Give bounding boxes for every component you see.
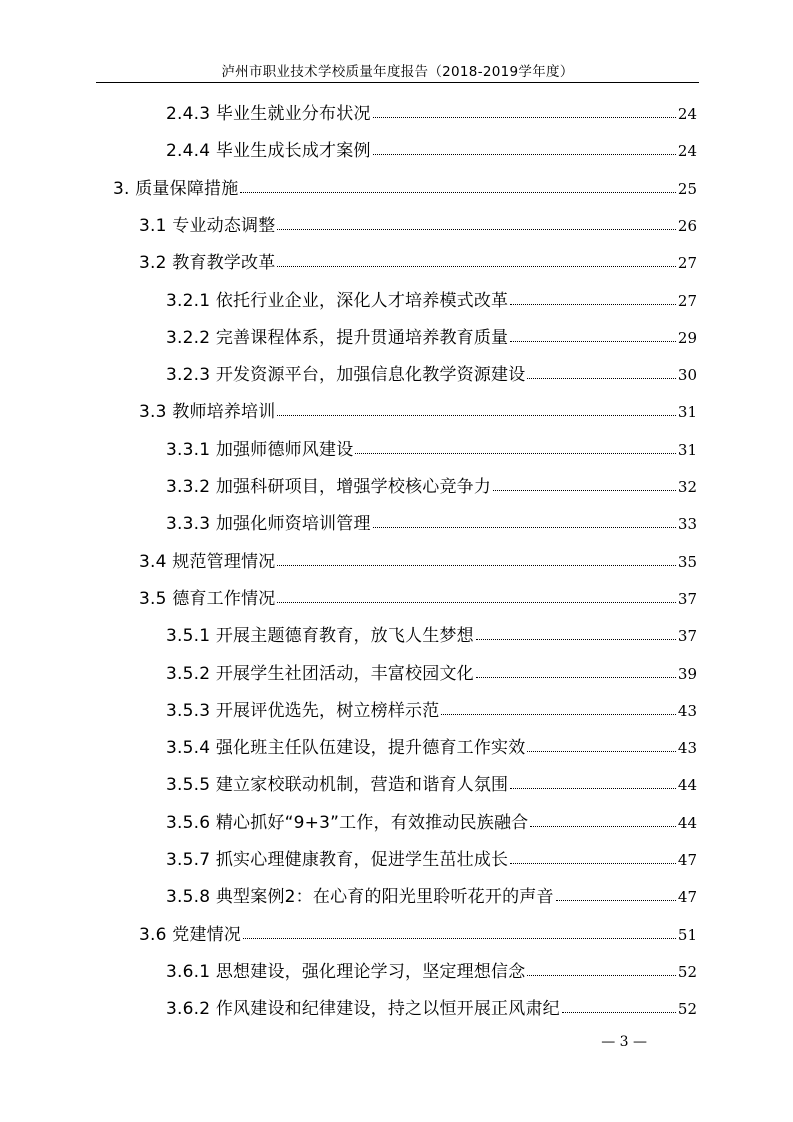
page-header: 泸州市职业技术学校质量年度报告（2018-2019学年度） — [221, 64, 574, 80]
toc-entry-page: 24 — [677, 105, 697, 123]
toc-dot-leader — [493, 490, 676, 491]
toc-dot-leader — [373, 527, 676, 528]
toc-entry-title: 3.5.3 开展评优选先，树立榜样示范 — [166, 700, 440, 721]
toc-entry[interactable] — [166, 845, 697, 871]
toc-dot-leader — [527, 751, 675, 752]
toc-entry-page: 25 — [677, 179, 697, 198]
toc-entry-title: 2.4.3 毕业生就业分布状况 — [166, 104, 371, 124]
toc-entry-title: 3. 质量保障措施 — [113, 178, 239, 199]
toc-entry-page: 31 — [677, 440, 697, 459]
toc-dot-leader — [527, 975, 675, 976]
toc-entry-page: 43 — [677, 739, 697, 758]
toc-entry-title: 3.3.3 加强化师资培训管理 — [166, 514, 371, 535]
toc-entry-title: 3.4 规范管理情况 — [139, 551, 276, 572]
header-rule — [96, 82, 699, 83]
toc-entry[interactable] — [166, 435, 697, 461]
toc-entry-page: 44 — [677, 813, 697, 832]
toc-dot-leader — [373, 154, 676, 155]
toc-entry-title: 3.6.1 思想建设，强化理论学习，坚定理想信念 — [166, 961, 526, 982]
toc-entry-page: 52 — [677, 1000, 697, 1019]
toc-entry[interactable] — [113, 174, 697, 200]
toc-entry[interactable] — [139, 211, 697, 237]
toc-entry-title: 3.5.6 精心抓好“9+3”工作，有效推动民族融合 — [166, 812, 529, 833]
toc-dot-leader — [373, 117, 676, 118]
toc-entry[interactable] — [166, 472, 697, 498]
toc-entry[interactable] — [166, 733, 697, 759]
toc-entry-page: 39 — [677, 664, 697, 683]
toc-dot-leader — [510, 304, 676, 305]
toc-entry[interactable] — [166, 882, 697, 908]
toc-entry-page: 52 — [677, 962, 697, 981]
toc-entry-title: 3.2.3 开发资源平台，加强信息化教学资源建设 — [166, 365, 526, 386]
toc-entry-page: 35 — [677, 552, 697, 571]
toc-entry[interactable] — [166, 770, 697, 796]
toc-entry-page: 33 — [677, 515, 697, 534]
toc-entry-title: 3.5.2 开展学生社团活动，丰富校园文化 — [166, 663, 474, 684]
toc-entry[interactable] — [166, 286, 697, 312]
toc-dot-leader — [510, 863, 676, 864]
toc-entry[interactable] — [166, 994, 697, 1020]
toc-entry-page: 29 — [677, 328, 697, 347]
toc-dot-leader — [562, 1012, 676, 1013]
toc-entry[interactable] — [139, 547, 697, 573]
toc-entry[interactable] — [139, 584, 697, 610]
toc-entry[interactable] — [166, 509, 697, 535]
toc-entry-title: 2.4.4 毕业生成长成才案例 — [166, 141, 371, 162]
toc-entry-title: 3.5.7 抓实心理健康教育，促进学生茁壮成长 — [166, 850, 509, 870]
toc-entry-title: 3.3.1 加强师德师风建设 — [166, 439, 354, 460]
toc-dot-leader — [441, 714, 675, 715]
toc-dot-leader — [355, 453, 675, 454]
toc-entry-page: 51 — [677, 925, 697, 944]
toc-entry-title: 3.5.1 开展主题德育教育，放飞人生梦想 — [166, 626, 474, 647]
toc-entry-title: 3.5.8 典型案例2：在心育的阳光里聆听花开的声音 — [166, 887, 554, 908]
toc-entry-title: 3.2.2 完善课程体系，提升贯通培养教育质量 — [166, 327, 509, 348]
toc-entry[interactable] — [166, 957, 697, 983]
toc-dot-leader — [530, 826, 676, 827]
toc-entry-page: 37 — [677, 589, 697, 608]
toc-dot-leader — [243, 938, 676, 939]
toc-dot-leader — [277, 229, 675, 230]
toc-dot-leader — [277, 266, 675, 267]
toc-entry-title: 3.5 德育工作情况 — [139, 588, 276, 609]
toc-entry-page: 32 — [677, 478, 697, 496]
toc-entry-page: 37 — [677, 627, 697, 646]
toc-entry-page: 31 — [677, 403, 697, 422]
toc-entry-title: 3.2.1 依托行业企业，深化人才培养模式改革 — [166, 290, 509, 311]
toc-entry-title: 3.6.2 作风建设和纪律建设，持之以恒开展正风肃纪 — [166, 999, 560, 1020]
toc-entry[interactable] — [166, 659, 697, 685]
toc-entry[interactable] — [166, 99, 697, 125]
toc-entry-page: 27 — [677, 291, 697, 310]
toc-entry-title: 3.5.4 强化班主任队伍建设，提升德育工作实效 — [166, 738, 526, 759]
toc-entry[interactable] — [166, 136, 697, 162]
toc-entry-page: 44 — [677, 776, 697, 795]
toc-dot-leader — [510, 788, 676, 789]
toc-dot-leader — [476, 677, 676, 678]
toc-entry-title: 3.6 党建情况 — [139, 924, 242, 945]
toc-entry-page: 26 — [677, 216, 697, 235]
toc-dot-leader — [277, 602, 675, 603]
toc-dot-leader — [527, 378, 675, 379]
toc-entry-page: 27 — [677, 254, 697, 273]
toc-entry-title: 3.1 专业动态调整 — [139, 215, 276, 236]
toc-dot-leader — [277, 415, 675, 416]
toc-entry[interactable] — [166, 323, 697, 349]
toc-dot-leader — [556, 900, 676, 901]
toc-entry-page: 47 — [677, 851, 697, 869]
toc-dot-leader — [476, 639, 676, 640]
page-number: — 3 — — [601, 1034, 647, 1050]
toc-entry[interactable] — [166, 621, 697, 647]
toc-dot-leader — [510, 341, 676, 342]
toc-entry[interactable] — [166, 360, 697, 386]
toc-entry-page: 47 — [677, 888, 697, 907]
toc-dot-leader — [277, 565, 675, 566]
toc-entry-title: 3.5.5 建立家校联动机制，营造和谐育人氛围 — [166, 775, 509, 796]
toc-entry-title: 3.2 教育教学改革 — [139, 253, 276, 274]
toc-entry-page: 43 — [677, 701, 697, 720]
toc-entry-title: 3.3.2 加强科研项目，增强学校核心竞争力 — [166, 477, 492, 497]
toc-entry-page: 30 — [677, 366, 697, 385]
toc-entry-title: 3.3 教师培养培训 — [139, 402, 276, 423]
toc-entry[interactable] — [139, 920, 697, 946]
toc-entry[interactable] — [166, 808, 697, 834]
toc-entry[interactable] — [139, 397, 697, 423]
toc-entry[interactable] — [166, 696, 697, 722]
toc-entry-page: 24 — [677, 142, 697, 161]
toc-entry[interactable] — [139, 248, 697, 274]
toc-dot-leader — [240, 192, 675, 193]
